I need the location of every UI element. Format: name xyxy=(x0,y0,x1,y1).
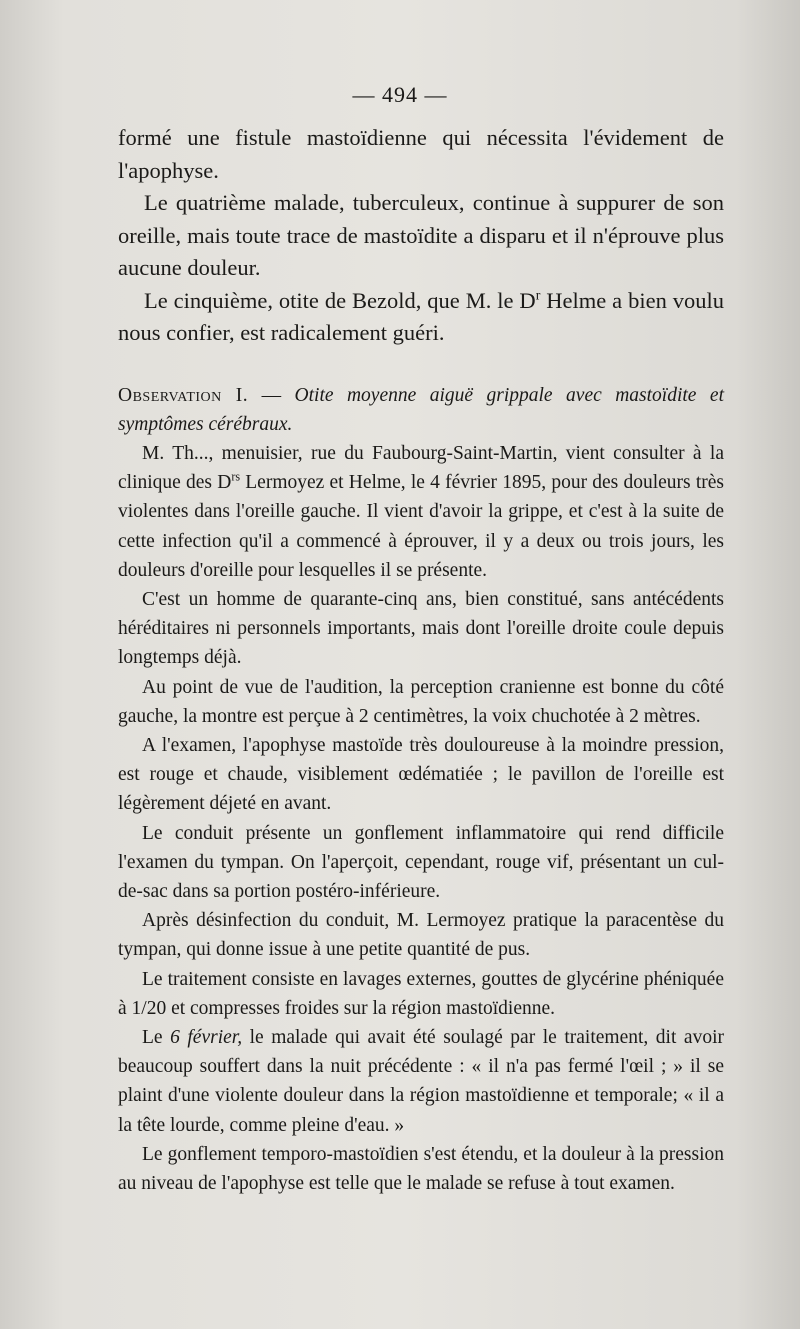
superscript: rs xyxy=(231,469,241,484)
section-gap xyxy=(118,350,724,381)
paragraph-continuation: formé une fistule mastoïdienne qui nécessita l'évidement de l'apophyse. xyxy=(118,125,724,183)
superscript: r xyxy=(535,288,541,303)
page-number: — 494 — xyxy=(352,82,448,107)
text-run: Le xyxy=(142,1026,171,1048)
date-italic: 6 février, xyxy=(170,1026,243,1048)
paragraph: Le gonflement temporo-mastoïdien s'est étendu, et la douleur à la pression au niveau de l'apophyse est telle que le malade se refuse à tout examen. xyxy=(118,1143,724,1194)
paragraph: Au point de vue de l'audition, la perception cranienne est bonne du côté gauche, la montre est perçue à 2 centimètres, la voix chuchotée à 2 mètres. xyxy=(118,676,724,727)
paragraph: Le traitement consiste en lavages externes, gouttes de glycérine phéniquée à 1/20 et compresses froides sur la région mastoïdienne. xyxy=(118,968,724,1019)
text-run: le malade qui avait été soulagé par le traitement, dit avoir beaucoup souffert dans la nuit précédente : « il n'a pas fermé l'œil ; » il se plaint d'une violente douleur dans la région mastoïdienne et temporale; « il a la tête lourde, comme pleine d'eau. » xyxy=(118,1026,724,1136)
heading-dash: — xyxy=(248,384,295,406)
observation-label: Observation I. xyxy=(118,384,249,406)
text-run: Le cinquième, otite de Bezold, que M. le D xyxy=(144,287,536,313)
paragraph xyxy=(118,439,724,585)
paragraph: Le quatrième malade, tuberculeux, continue à suppurer de son oreille, mais toute trace de mastoïdite a disparu et il n'éprouve plus aucune douleur. xyxy=(118,190,724,280)
text-run: M. Th..., menuisier, rue du Faubourg-Saint-Martin, vient consulter à la clinique des D xyxy=(118,442,724,494)
paragraph: A l'examen, l'apophyse mastoïde très douloureuse à la moindre pression, est rouge et chaude, visiblement œdématiée ; le pavillon de l'oreille est légèrement déjeté en avant. xyxy=(118,734,724,815)
observation-title: Otite moyenne aiguë grippale avec mastoïdite et symptômes cérébraux. xyxy=(118,384,724,435)
paragraph: Après désinfection du conduit, M. Lermoyez pratique la paracentèse du tympan, qui donne issue à une petite quantité de pus. xyxy=(118,910,724,961)
paragraph xyxy=(118,1023,724,1140)
paragraph: Le conduit présente un gonflement inflammatoire qui rend difficile l'examen du tympan. On l'aperçoit, cependant, rouge vif, présentant un cul-de-sac dans sa portion postéro-inférieure. xyxy=(118,822,724,902)
paragraph xyxy=(118,285,724,350)
body-text xyxy=(118,122,724,1198)
paragraph: C'est un homme de quarante-cinq ans, bien constitué, sans antécédents héréditaires ni personnels importants, mais dont l'oreille droite coule depuis longtemps déjà. xyxy=(118,588,724,669)
text-run: Lermoyez et Helme, le 4 février 1895, pour des douleurs très violentes dans l'oreille gauche. Il vient d'avoir la grippe, et c'est à la suite de cette infection qu'il a commencé à éprouver, il y a deux ou trois jours, les douleurs d'oreille pour lesquelles il se présente. xyxy=(118,472,725,581)
text-run: Helme a bien voulu nous confier, est radicalement guéri. xyxy=(118,287,725,345)
observation-heading xyxy=(118,381,724,439)
